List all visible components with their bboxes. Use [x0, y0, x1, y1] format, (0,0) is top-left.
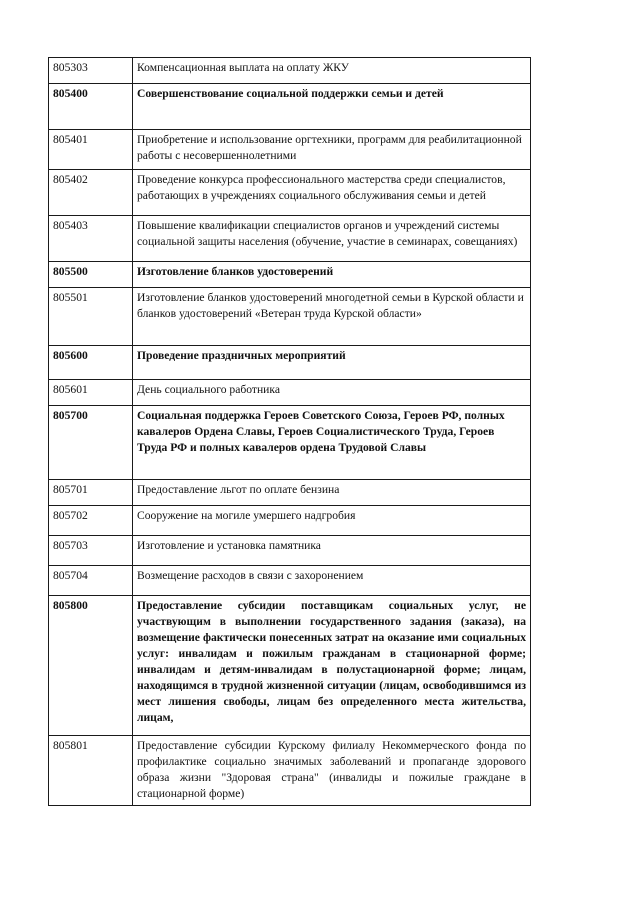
table-row — [49, 380, 531, 406]
row-code-cell — [49, 84, 133, 130]
row-description: Изготовление и установка памятника — [137, 539, 321, 552]
row-description: Изготовление бланков удостоверений многодетной семьи в Курской области и бланков удостоверений «Ветеран труда Курской области» — [137, 291, 524, 320]
row-description: Возмещение расходов в связи с захоронением — [137, 569, 364, 582]
row-description: Изготовление бланков удостоверений — [137, 265, 334, 278]
row-description: Совершенствование социальной поддержки семьи и детей — [137, 87, 444, 100]
row-description-cell — [133, 346, 531, 380]
row-description-cell — [133, 288, 531, 346]
budget-code-table — [48, 57, 531, 806]
row-description: Предоставление льгот по оплате бензина — [137, 483, 340, 496]
table-row — [49, 406, 531, 480]
row-code-cell — [49, 736, 133, 806]
row-description: Проведение конкурса профессионального мастерства среди специалистов, работающих в учреждениях социального обслуживания семьи и детей — [137, 173, 506, 202]
table-row — [49, 480, 531, 506]
row-code-cell — [49, 380, 133, 406]
row-description: День социального работника — [137, 383, 280, 396]
table-row — [49, 346, 531, 380]
table-row — [49, 58, 531, 84]
row-code-cell — [49, 536, 133, 566]
row-description: Сооружение на могиле умершего надгробия — [137, 509, 356, 522]
row-code: 805402 — [53, 173, 88, 186]
table-row — [49, 130, 531, 170]
row-description: Компенсационная выплата на оплату ЖКУ — [137, 61, 349, 74]
row-code: 805703 — [53, 539, 88, 552]
table-row — [49, 566, 531, 596]
row-description-cell — [133, 130, 531, 170]
row-code-cell — [49, 480, 133, 506]
row-description: Повышение квалификации специалистов органов и учреждений системы социальной защиты населения (обучение, участие в семинарах, совещаниях) — [137, 219, 518, 248]
row-code-cell — [49, 262, 133, 288]
row-code: 805601 — [53, 383, 88, 396]
row-description-cell — [133, 566, 531, 596]
row-code-cell — [49, 58, 133, 84]
row-description-cell — [133, 596, 531, 736]
row-code-cell — [49, 170, 133, 216]
row-code: 805401 — [53, 133, 88, 146]
row-code: 805403 — [53, 219, 88, 232]
row-description-cell — [133, 216, 531, 262]
table-row — [49, 84, 531, 130]
row-code: 805801 — [53, 739, 88, 752]
row-code-cell — [49, 506, 133, 536]
row-description-cell — [133, 506, 531, 536]
row-description: Предоставление субсидии поставщикам социальных услуг, не участвующим в выполнении государственного задания (заказа), на возмещение фактически понесенных затрат на оказание ими социальных услуг: инвалидам и пожилым гражданам в стационарной форме; инвалидам и детям-инвалидам в полустационарной форме; лицам, находящимся в трудной жизненной ситуации (лицам, освободившимся из мест лишения свободы, лицам без определенного места жительства, лицам, — [137, 599, 526, 724]
row-code-cell — [49, 346, 133, 380]
table-row — [49, 506, 531, 536]
table-row — [49, 170, 531, 216]
row-description: Проведение праздничных мероприятий — [137, 349, 346, 362]
row-code: 805303 — [53, 61, 88, 74]
table-row — [49, 262, 531, 288]
row-description-cell — [133, 406, 531, 480]
row-code: 805800 — [53, 599, 88, 612]
row-code-cell — [49, 130, 133, 170]
row-code: 805704 — [53, 569, 88, 582]
table-row — [49, 736, 531, 806]
row-description-cell — [133, 84, 531, 130]
table-row — [49, 216, 531, 262]
row-description-cell — [133, 736, 531, 806]
row-description: Предоставление субсидии Курскому филиалу Некоммерческого фонда по профилактике социально значимых заболеваний и пропаганде здорового образа жизни "Здоровая страна" (инвалиды и пожилые граждане в стационарной форме) — [137, 739, 526, 800]
row-description-cell — [133, 262, 531, 288]
row-description-cell — [133, 170, 531, 216]
row-description-cell — [133, 536, 531, 566]
row-code: 805700 — [53, 409, 88, 422]
row-description-cell — [133, 480, 531, 506]
row-code-cell — [49, 288, 133, 346]
row-description: Социальная поддержка Героев Советского Союза, Героев РФ, полных кавалеров Ордена Славы, Героев Социалистического Труда, Героев Труда РФ и полных кавалеров ордена Трудовой Славы — [137, 409, 505, 454]
table-row — [49, 536, 531, 566]
table-row — [49, 596, 531, 736]
row-description: Приобретение и использование оргтехники, программ для реабилитационной работы с несовершеннолетними — [137, 133, 522, 162]
row-code: 805400 — [53, 87, 88, 100]
row-code-cell — [49, 596, 133, 736]
row-description-cell — [133, 380, 531, 406]
row-code: 805600 — [53, 349, 88, 362]
row-code-cell — [49, 566, 133, 596]
row-code-cell — [49, 406, 133, 480]
row-description-cell — [133, 58, 531, 84]
table-row — [49, 288, 531, 346]
row-code-cell — [49, 216, 133, 262]
row-code: 805501 — [53, 291, 88, 304]
row-code: 805500 — [53, 265, 88, 278]
row-code: 805702 — [53, 509, 88, 522]
row-code: 805701 — [53, 483, 88, 496]
table-body — [49, 58, 531, 806]
